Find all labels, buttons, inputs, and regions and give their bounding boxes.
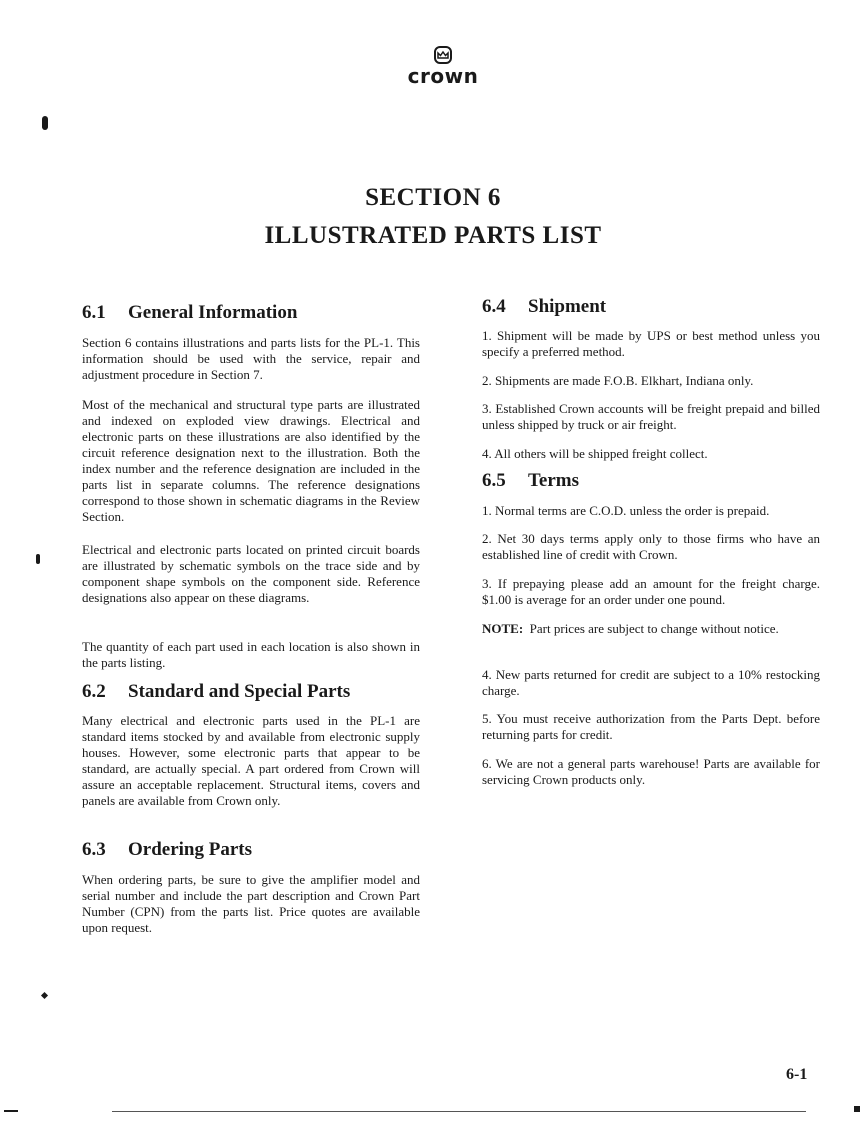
paragraph: When ordering parts, be sure to give the amplifier model and serial number and include the part description and Crown Part Number (CPN) from the parts list. Price quotes are available upon request.: [82, 872, 420, 935]
scan-mark: [4, 1110, 18, 1112]
list-item: 6. We are not a general parts warehouse! Parts are available for servicing Crown products only.: [482, 756, 820, 787]
page-title: ILLUSTRATED PARTS LIST: [264, 222, 602, 249]
paragraph: Electrical and electronic parts located on printed circuit boards are illustrated by schematic symbols on the trace side and by component shape symbols on the component side. Reference designations also appear on these diagrams.: [82, 542, 420, 605]
heading-6-1: 6.1 General Information: [82, 302, 298, 323]
list-item: 4. All others will be shipped freight collect.: [482, 446, 708, 461]
page-number: 6-1: [786, 1066, 808, 1083]
heading-6-2: 6.2 Standard and Special Parts: [82, 681, 351, 702]
note: [482, 621, 820, 637]
list-item: 3. If prepaying please add an amount for the freight charge. $1.00 is average for an order under one pound.: [482, 576, 820, 607]
crown-icon: [434, 46, 452, 64]
paragraph: The quantity of each part used in each location is also shown in the parts listing.: [82, 639, 420, 670]
paragraph: Many electrical and electronic parts used in the PL-1 are standard items stocked by and available from electronic supply houses. However, some electronic parts that appear to be standard, are actually special. A part ordered from Crown will assure an acceptable replacement. Structural items, covers and panels are available from Crown only.: [82, 713, 420, 808]
note-text: Part prices are subject to change without notice.: [529, 621, 779, 636]
list-item: 3. Established Crown accounts will be freight prepaid and billed unless shipped by truck or air freight.: [482, 401, 820, 432]
paragraph: Section 6 contains illustrations and parts lists for the PL-1. This information should be used with the service, repair and adjustment procedure in Section 7.: [82, 335, 420, 382]
list-item: 5. You must receive authorization from the Parts Dept. before returning parts for credit.: [482, 711, 820, 742]
list-item: 1. Shipment will be made by UPS or best method unless you specify a preferred method.: [482, 328, 820, 359]
scan-mark: [854, 1106, 860, 1112]
crown-logo: [398, 46, 488, 86]
heading-6-5: 6.5 Terms: [482, 470, 580, 491]
heading-6-3: 6.3 Ordering Parts: [82, 839, 253, 860]
scan-mark: [41, 992, 48, 999]
list-item: 2. Net 30 days terms apply only to those firms who have an established line of credit with Crown.: [482, 531, 820, 562]
footer-rule: [112, 1111, 806, 1112]
heading-6-4: 6.4 Shipment: [482, 296, 607, 317]
list-item: 4. New parts returned for credit are subject to a 10% restocking charge.: [482, 667, 820, 698]
scan-mark: [42, 116, 48, 130]
section-number: SECTION 6: [365, 184, 501, 211]
list-item: 1. Normal terms are C.O.D. unless the order is prepaid.: [482, 503, 770, 518]
note-label: NOTE:: [482, 621, 524, 636]
paragraph: Most of the mechanical and structural type parts are illustrated and indexed on exploded view drawings. Electrical and electronic parts on these illustrations are also identified by the circuit reference designation next to the illustration. Both the index number and the reference designation are included in the parts list in separate columns. The reference designations correspond to those shown in schematic diagrams in the Review Section.: [82, 397, 420, 524]
list-item: 2. Shipments are made F.O.B. Elkhart, Indiana only.: [482, 373, 754, 388]
logo-text: crown: [407, 64, 479, 88]
scan-mark: [36, 554, 40, 564]
